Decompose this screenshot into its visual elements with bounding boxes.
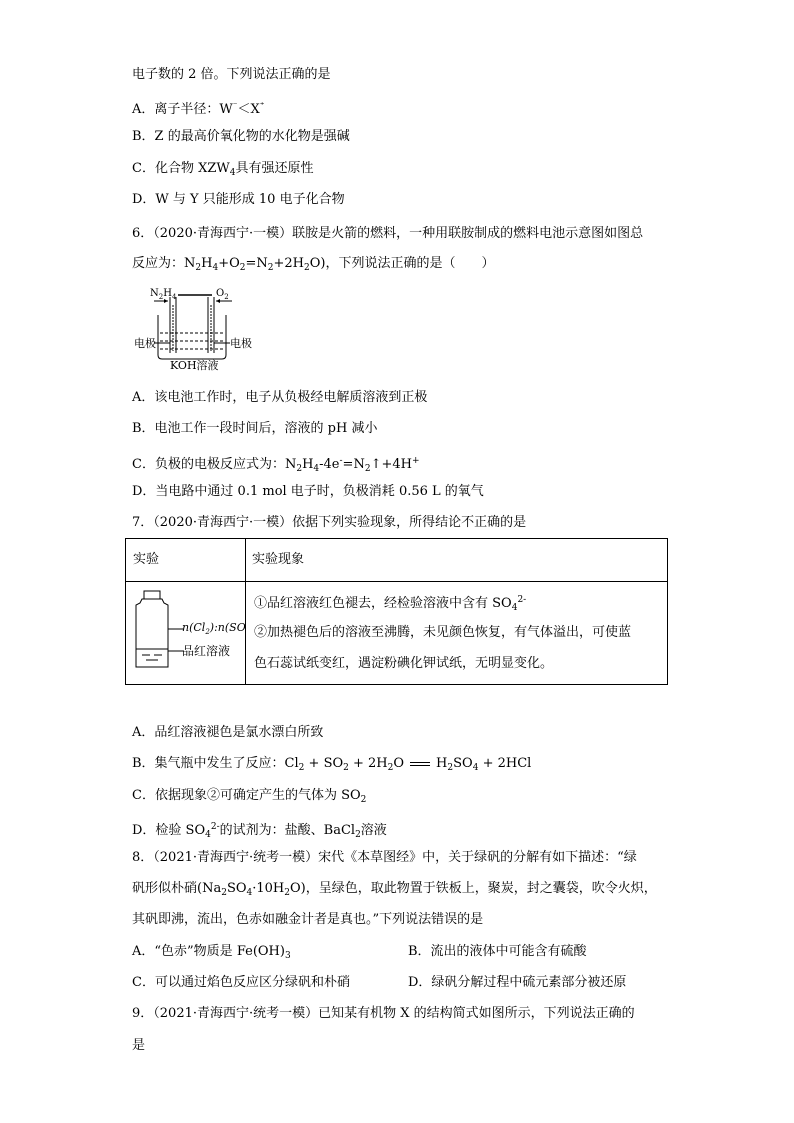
text: O)，下列说法正确的是（ ） [309,256,495,271]
fig-label-electrode-right: 电极 [230,337,252,350]
table-header-phenomenon: 实验现象 [252,552,305,567]
text: 具有强还原性 [235,161,314,176]
q6-option-a[interactable]: A．该电池工作时，电子从负极经电解质溶液到正极 [132,390,428,405]
text: SO [453,756,473,771]
q7-option-c[interactable] [132,787,366,809]
text: ①品红溶液红色褪去，经检验溶液中含有 SO [254,596,512,611]
sub: 2 [387,763,394,773]
table-header-experiment: 实验 [133,552,160,567]
text: 的试剂为：盐酸、BaCl [219,823,356,838]
text: 反应为：N [132,256,196,271]
fig-label-o2 [216,285,229,306]
text: A．离子半径：W [132,102,233,117]
sup: 2- [210,822,220,832]
text: -4e [319,457,340,472]
text: SO [226,881,247,896]
sub: 4 [212,263,219,273]
sub: 4 [205,830,211,840]
sub: 2 [364,464,371,474]
text: C．负极的电极反应式为：N [132,457,297,472]
sub: 3 [284,951,291,961]
text: A．“色赤”物质是 Fe(OH) [132,944,285,959]
q7-option-d[interactable] [132,818,387,844]
text: H [436,756,448,771]
q5-option-b[interactable]: B．Z 的最高价氧化物的水化物是强碱 [132,129,350,144]
sub: 2 [267,263,274,273]
table-row-divider [126,581,667,582]
text: H [302,457,314,472]
table-col-divider [245,539,246,684]
sub: 2 [355,830,361,840]
equals-sign [410,762,430,766]
text: O [393,756,405,771]
q6-option-d[interactable]: D．当电路中通过 0.1 mol 电子时，负极消耗 0.56 L 的氧气 [132,484,484,499]
sub: 2 [158,293,164,301]
fig-label-pinhong: 品红溶液 [182,644,231,658]
text: D．检验 SO [132,823,206,838]
text: O)，呈绿色，取此物置于铁板上，聚炭，封之囊袋，吹令火炽， [290,881,657,896]
q6-option-b[interactable]: B．电池工作一段时间后，溶液的 pH 减小 [132,421,378,436]
text: ↑+4H [370,457,412,472]
sub: 2 [239,263,246,273]
text: C．依据现象②可确定产生的气体为 SO [132,788,361,803]
text: ＜X [237,102,260,117]
q5-option-a[interactable] [132,97,265,119]
q8-option-a[interactable] [132,943,291,965]
sub: 2 [195,263,202,273]
q8-option-d[interactable]: D．绿矾分解过程中硫元素部分被还原 [408,975,627,990]
sub: 4 [246,888,253,898]
q8-stem-3: 其矾即沸，流出，色赤如融金计者是真也。”下列说法错误的是 [132,912,484,927]
text: C．化合物 XZW [132,161,230,176]
sup: ⁺ [259,101,265,111]
text: H [163,288,172,299]
sup: + [411,456,420,466]
text: 溶液 [360,823,387,838]
q6-stem-2 [132,255,495,277]
sub: 2 [360,795,367,805]
q5-option-d[interactable]: D．W 与 Y 只能形成 10 电子化合物 [132,192,345,207]
text: + SO [304,756,344,771]
text: H [201,256,213,271]
sub: 2 [205,628,210,636]
q7-stem: 7．（2020·青海西宁·一模）依据下列实验现象，所得结论不正确的是 [132,515,527,530]
sub: 2 [343,763,349,773]
sub: 2 [284,888,290,898]
q8-option-b[interactable]: B．流出的液体中可能含有硫酸 [408,944,587,959]
sub: 2 [447,763,454,773]
sup: ⁻ [232,101,238,111]
q5-option-c[interactable] [132,160,313,182]
text: =N [342,457,365,472]
observation-2-line-2: 色石蕊试纸变红，遇淀粉碘化钾试纸，无明显变化。 [254,656,554,671]
fig-label-ratio [182,619,246,641]
observation-2-line-1: ②加热褪色后的溶液至沸腾，未见颜色恢复，有气体溢出，可使蓝 [254,625,632,640]
q7-option-a[interactable]: A．品红溶液褪色是氯水漂白所致 [132,725,324,740]
sub: 2 [221,888,227,898]
text: =N [245,256,268,271]
sub: 4 [313,464,320,474]
sub: 4 [171,293,177,301]
q8-option-c[interactable]: C．可以通过焰色反应区分绿矾和朴硝 [132,975,350,990]
q5-stem-end: 电子数的 2 倍。下列说法正确的是 [132,67,331,82]
text: +2H [273,256,305,271]
sub: 4 [229,168,236,178]
observation-1 [254,591,526,617]
sup: - [339,456,343,466]
text: O [216,288,225,299]
sub: 2 [224,293,229,301]
fig-label-koh: KOH溶液 [170,359,219,372]
text: N [150,288,159,299]
experiment-table [125,538,668,685]
text: B．集气瓶中发生了反应：Cl [132,756,299,771]
text: ·10H [252,881,285,896]
sub: 2 [296,464,303,474]
q9-stem-2: 是 [132,1038,146,1053]
text: 矾形似朴硝(Na [132,881,222,896]
q7-option-b[interactable] [132,755,531,777]
q8-stem-2 [132,880,657,902]
sub: 2 [304,263,310,273]
q8-stem: 8．（2021·青海西宁·统考一模）宋代《本草图经》中，关于绿矾的分解有如下描述：“绿 [132,850,637,865]
q6-stem: 6．（2020·青海西宁·一模）联胺是火箭的燃料，一种用联胺制成的燃料电池示意图如图总 [132,226,644,241]
sub: 2 [298,763,305,773]
text: n(Cl [182,621,206,634]
sup: 2- [517,595,527,605]
q6-option-c[interactable] [132,452,420,478]
text: ):n(SO [209,621,246,634]
text: + 2HCl [478,756,532,771]
fig-label-electrode-left: 电极 [134,337,156,350]
sub: 4 [472,763,479,773]
fig-label-n2h4 [150,285,176,306]
text: +O [218,256,240,271]
text: + 2H [348,756,388,771]
fuel-cell-figure [132,285,262,375]
q9-stem: 9．（2021·青海西宁·统考一模）已知某有机物 X 的结构简式如图所示，下列说法正确的 [132,1006,635,1021]
sub: 4 [511,603,518,613]
